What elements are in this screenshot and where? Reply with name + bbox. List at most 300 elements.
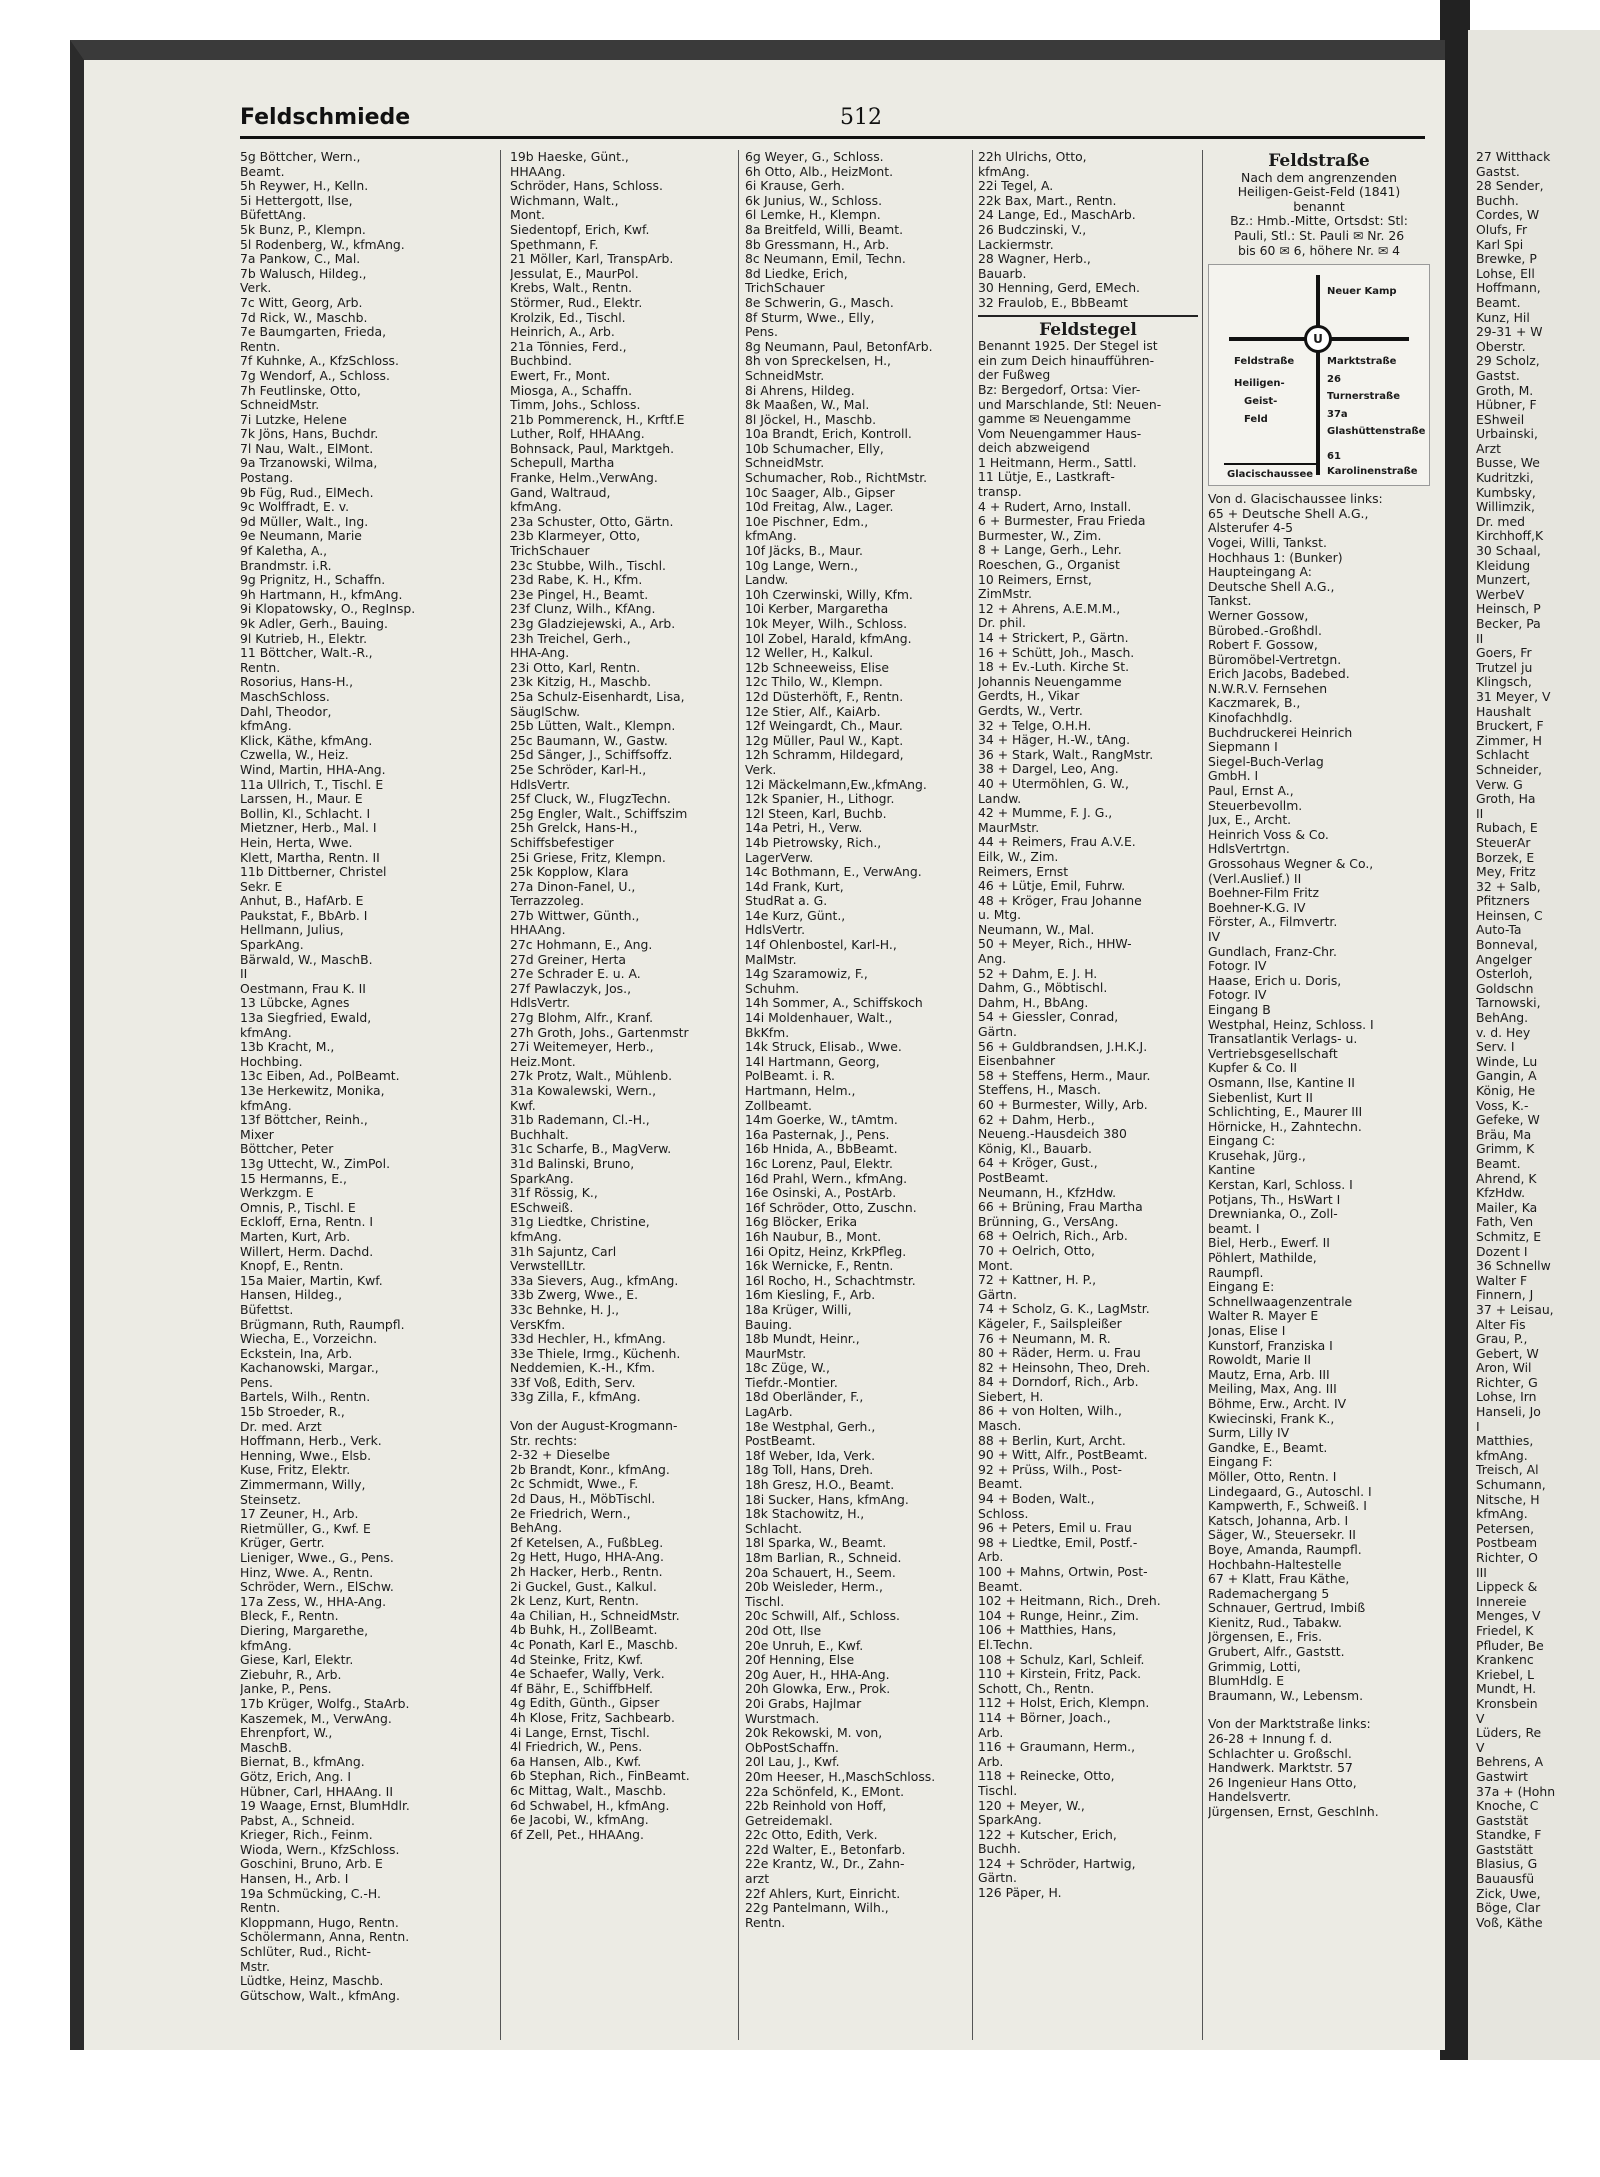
directory-entry: 9g Prignitz, H., Schaffn. <box>240 573 386 588</box>
directory-entry: 18l Sparka, W., Beamt. <box>745 1536 887 1551</box>
directory-entry: LagerVerw. <box>745 850 814 865</box>
directory-entry: 10a Brandt, Erich, Kontroll. <box>745 427 912 442</box>
column-3 <box>745 150 970 1930</box>
directory-entry: 2h Hacker, Herb., Rentn. <box>510 1565 663 1579</box>
directory-entry: 22b Reinhold von Hoff, <box>745 1799 887 1814</box>
directory-entry: Schlichting, E., Maurer III <box>1208 1105 1363 1120</box>
column-divider <box>738 150 739 2040</box>
directory-entry: Knoche, C <box>1476 1798 1539 1814</box>
directory-entry: Mont. <box>978 1258 1013 1273</box>
directory-entry: Schott, Ch., Rentn. <box>978 1681 1095 1696</box>
directory-entry: LagArb. <box>745 1405 793 1420</box>
directory-entry: 12c Thilo, W., Klempn. <box>745 675 883 690</box>
street-note: Pauli, Stl.: St. Pauli ✉ Nr. 26 <box>1233 228 1405 243</box>
directory-entry: Steinsetz. <box>240 1492 302 1507</box>
directory-entry: 4h Klose, Fritz, Sachbearb. <box>510 1710 675 1725</box>
directory-entry: Willimzik, <box>1476 499 1535 515</box>
directory-entry: kfmAng. <box>1476 1506 1528 1522</box>
directory-entry: 20b Weisleder, Herm., <box>745 1580 883 1595</box>
directory-entry: Schnellwaagenzentrale <box>1208 1294 1353 1309</box>
directory-entry: Buchhalt. <box>510 1127 569 1142</box>
street-note: Bz.: Hmb.-Mitte, Ortsdst: Stl: <box>1230 214 1408 229</box>
directory-entry: Henning, Wwe., Elsb. <box>240 1448 372 1463</box>
directory-entry: 17b Krüger, Wolfg., StaArb. <box>240 1696 410 1711</box>
directory-entry: Möller, Otto, Rentn. I <box>1208 1469 1337 1484</box>
directory-entry: 25e Schröder, Karl-H., <box>510 762 647 777</box>
directory-entry: Menges, V <box>1476 1608 1541 1624</box>
directory-entry: BehAng. <box>1476 1010 1529 1026</box>
directory-entry: 8b Gressmann, H., Arb. <box>745 237 890 252</box>
directory-entry: Groth, Ha <box>1476 791 1536 807</box>
directory-entry: Transatlantik Verlags- u. <box>1208 1032 1358 1047</box>
directory-entry: 16i Opitz, Heinz, KrkPfleg. <box>745 1244 907 1259</box>
directory-entry: Aron, Wil <box>1476 1360 1532 1376</box>
directory-entry: 2g Hett, Hugo, HHA-Ang. <box>510 1550 664 1565</box>
directory-entry: König, He <box>1476 1083 1536 1098</box>
directory-entry: Beamt. <box>1476 1155 1521 1171</box>
directory-entry: 12k Spanier, H., Lithogr. <box>745 792 895 807</box>
directory-entry: 106 + Matthies, Hans, <box>978 1623 1117 1638</box>
directory-entry: 12i Mäckelmann,Ew.,kfmAng. <box>745 777 927 792</box>
directory-entry: Schnauer, Gertrud, Imbiß <box>1208 1601 1366 1616</box>
directory-entry: Janke, P., Pens. <box>240 1682 332 1697</box>
column-5 <box>1208 150 1430 1820</box>
directory-entry: V <box>1476 1739 1485 1755</box>
directory-entry: Postbeam <box>1476 1535 1538 1551</box>
directory-entry: Krieger, Rich., Feinm. <box>240 1828 373 1843</box>
directory-entry: Auto-Ta <box>1476 922 1522 938</box>
directory-entry: 25f Cluck, W., FlugzTechn. <box>510 792 671 807</box>
directory-entry: Von der August-Krogmann- <box>510 1419 678 1434</box>
directory-entry: Diering, Margarethe, <box>240 1623 369 1638</box>
directory-entry: Richter, G <box>1476 1374 1538 1390</box>
directory-entry: 16a Pasternak, J., Pens. <box>745 1127 890 1142</box>
directory-entry: Brünning, G., VersAng. <box>978 1214 1119 1229</box>
directory-entry: 7e Baumgarten, Frieda, <box>240 325 387 340</box>
directory-entry: Hartmann, Helm., <box>745 1084 856 1098</box>
directory-entry: Schumann, <box>1476 1477 1546 1493</box>
directory-entry: Gastst. <box>1476 163 1520 179</box>
directory-entry: 23e Pingel, H., Beamt. <box>510 587 649 602</box>
directory-entry: Kampwerth, F., Schweiß. I <box>1208 1499 1367 1514</box>
directory-entry: Hellmann, Julius, <box>240 923 344 938</box>
directory-entry: Handelsvertr. <box>1208 1790 1291 1805</box>
directory-entry: 22f Ahlers, Kurt, Einricht. <box>745 1886 901 1901</box>
directory-entry: Eingang E: <box>1208 1280 1275 1295</box>
directory-entry: TrichSchauer <box>745 281 825 296</box>
directory-entry: Ewert, Fr., Mont. <box>510 368 611 383</box>
directory-entry: 13a Siegfried, Ewald, <box>240 1011 372 1026</box>
directory-entry: I <box>1476 1418 1480 1434</box>
directory-entry: 92 + Prüss, Wilh., Post- <box>978 1462 1122 1477</box>
directory-entry: 18f Weber, Ida, Verk. <box>745 1448 876 1463</box>
directory-entry: 7f Kuhnke, A., KfzSchloss. <box>240 354 399 369</box>
directory-entry: 16b Hnida, A., BbBeamt. <box>745 1142 898 1157</box>
directory-entry: 21 Möller, Karl, TranspArb. <box>510 252 674 267</box>
directory-entry: Grau, P., <box>1476 1331 1528 1347</box>
directory-entry: 20a Schauert, H., Seem. <box>745 1565 896 1580</box>
directory-entry: 22a Schönfeld, K., EMont. <box>745 1784 905 1799</box>
directory-entry: Lohse, Ell <box>1476 265 1535 281</box>
directory-entry: Spethmann, F. <box>510 237 599 252</box>
directory-entry: Buchdruckerei Heinrich <box>1208 725 1353 740</box>
map-label: Feldstraße <box>1234 356 1295 368</box>
directory-entry: Tischl. <box>745 1594 785 1609</box>
directory-entry: Sekr. E <box>240 879 283 894</box>
directory-entry: Bruckert, F <box>1476 718 1544 734</box>
directory-entry: Heinrich, A., Arb. <box>510 325 615 340</box>
map-label: Glacischaussee <box>1227 469 1314 481</box>
directory-entry: 32 + Salb, <box>1476 878 1541 894</box>
directory-entry: VersKfm. <box>510 1317 566 1332</box>
directory-entry: Boehner-K.G. IV <box>1208 900 1306 915</box>
directory-entry: 14e Kurz, Günt., <box>745 908 846 923</box>
directory-entry: 8c Neumann, Emil, Techn. <box>745 252 906 267</box>
directory-entry: Klingsch, <box>1476 674 1532 690</box>
street-note: der Fußweg <box>978 368 1051 383</box>
directory-entry: Kumbsky, <box>1476 484 1536 500</box>
directory-entry: 10b Schumacher, Elly, <box>745 441 884 456</box>
directory-entry: 14l Hartmann, Georg, <box>745 1054 880 1069</box>
street-note: deich abzweigend <box>978 441 1090 456</box>
directory-entry: 118 + Reinecke, Otto, <box>978 1769 1115 1784</box>
directory-entry: 2f Ketelsen, A., FußbLeg. <box>510 1535 664 1550</box>
directory-entry: Grimmig, Lotti, <box>1208 1659 1301 1674</box>
directory-entry: 13c Eiben, Ad., PolBeamt. <box>240 1069 400 1084</box>
directory-entry: Rentn. <box>745 1915 786 1930</box>
directory-entry: Biernat, B., kfmAng. <box>240 1755 365 1770</box>
directory-entry: Kachanowski, Margar., <box>240 1361 379 1376</box>
directory-entry: Schepull, Martha <box>510 456 615 471</box>
directory-entry: BüfettAng. <box>240 208 307 223</box>
directory-entry: 11 Böttcher, Walt.-R., <box>240 646 373 661</box>
directory-entry: Handwerk. Marktstr. 57 <box>1208 1761 1353 1776</box>
directory-entry: Vogei, Willi, Tankst. <box>1208 535 1327 550</box>
directory-entry: Tankst. <box>1208 594 1252 609</box>
directory-entry: Bleck, F., Rentn. <box>240 1609 339 1624</box>
street-note: benannt <box>1293 199 1345 214</box>
directory-entry: Jux, E., Archt. <box>1208 813 1292 828</box>
directory-entry: Munzert, <box>1476 572 1531 588</box>
directory-entry: Buchbind. <box>510 354 572 369</box>
directory-entry: 10e Pischner, Edm., <box>745 514 869 529</box>
directory-entry: 16g Blöcker, Erika <box>745 1215 858 1230</box>
directory-entry: 18 + Ev.-Luth. Kirche St. <box>978 660 1130 675</box>
directory-entry: 18g Toll, Hans, Dreh. <box>745 1463 874 1478</box>
directory-entry: 18k Stachowitz, H., <box>745 1507 865 1522</box>
directory-entry: Bauarb. <box>978 266 1027 281</box>
directory-entry: Beamt. <box>240 164 285 179</box>
directory-entry: (Verl.Auslief.) II <box>1208 871 1302 886</box>
directory-entry: Hanseli, Jo <box>1476 1404 1541 1420</box>
directory-entry: Rentn. <box>240 1901 281 1916</box>
directory-entry: Kinofachhdlg. <box>1208 711 1293 726</box>
directory-entry: Mundt, H. <box>1476 1681 1537 1697</box>
directory-entry: 7b Walusch, Hildeg., <box>240 266 367 281</box>
directory-entry: Ziebuhr, R., Arb. <box>240 1667 342 1682</box>
directory-entry: Mailer, Ka <box>1476 1199 1538 1215</box>
directory-entry: 31d Balinski, Bruno, <box>510 1156 635 1171</box>
directory-entry: 26 Ingenieur Hans Otto, <box>1208 1775 1357 1790</box>
directory-entry: 14g Szaramowiz, F., <box>745 967 868 982</box>
directory-entry: Potjans, Th., HsWart I <box>1208 1192 1341 1207</box>
directory-entry: 18c Züge, W., <box>745 1361 830 1376</box>
page-header <box>240 105 1430 135</box>
directory-entry: Kloppmann, Hugo, Rentn. <box>240 1915 399 1930</box>
directory-entry: Kantine <box>1208 1163 1256 1178</box>
directory-entry: Blasius, G <box>1476 1856 1538 1872</box>
directory-entry: 50 + Meyer, Rich., HHW- <box>978 937 1132 952</box>
directory-entry: Standke, F <box>1476 1827 1542 1843</box>
directory-entry: 2-32 + Dieselbe <box>510 1448 610 1463</box>
directory-entry: 25d Sänger, J., Schiffsoffz. <box>510 748 673 763</box>
directory-entry: 86 + von Holten, Wilh., <box>978 1404 1122 1419</box>
directory-entry: 18a Krüger, Willi, <box>745 1302 852 1317</box>
directory-entry: Steuerbevollm. <box>1208 798 1303 813</box>
directory-entry: 14c Bothmann, E., VerwAng. <box>745 865 922 880</box>
directory-entry: Wurstmach. <box>745 1711 820 1726</box>
directory-entry: 20k Rekowski, M. von, <box>745 1726 883 1741</box>
directory-entry: Gerdts, H., Vikar <box>978 689 1080 704</box>
map-label: Karolinenstraße <box>1327 466 1418 478</box>
directory-entry: Terrazzoleg. <box>510 894 585 909</box>
directory-entry: 13e Herkewitz, Monika, <box>240 1084 385 1098</box>
directory-entry: WerbeV <box>1476 586 1525 602</box>
directory-entry: 27c Hohmann, E., Ang. <box>510 938 653 953</box>
directory-entry: Johannis Neuengamme <box>978 674 1122 689</box>
directory-entry: Masch. <box>978 1419 1022 1434</box>
directory-entry: Oberstr. <box>1476 338 1526 354</box>
street-note: Vom Neuengammer Haus- <box>978 426 1142 441</box>
directory-entry: Wiecha, E., Vorzeichn. <box>240 1332 378 1347</box>
map-road <box>1316 275 1320 475</box>
directory-entry: Rentn. <box>240 660 281 675</box>
directory-entry: 2e Friedrich, Wern., <box>510 1506 631 1521</box>
street-note: 11 Lütje, E., Lastkraft- <box>978 470 1115 485</box>
directory-entry: Eckstein, Ina, Arb. <box>240 1346 353 1361</box>
column-1 <box>240 150 495 2003</box>
directory-entry: 33b Zwerg, Wwe., E. <box>510 1288 639 1303</box>
directory-entry: 7d Rick, W., Maschb. <box>240 310 368 325</box>
directory-entry: BkKfm. <box>745 1025 790 1040</box>
directory-entry: 4i Lange, Ernst, Tischl. <box>510 1725 650 1740</box>
directory-entry: 7k Jöns, Hans, Buchdr. <box>240 427 379 442</box>
directory-entry: 22d Walter, E., Betonfarb. <box>745 1842 906 1857</box>
directory-entry: III <box>1476 1564 1487 1580</box>
directory-entry: 9i Klopatowsky, O., RegInsp. <box>240 602 416 617</box>
directory-entry: Serv. I <box>1476 1039 1515 1055</box>
directory-entry: Marten, Kurt, Arb. <box>240 1229 351 1244</box>
directory-entry: Pens. <box>745 325 778 340</box>
directory-entry: Lieniger, Wwe., G., Pens. <box>240 1551 394 1565</box>
directory-entry: Haupteingang A: <box>1208 565 1312 580</box>
directory-entry: 18e Westphal, Gerh., <box>745 1419 876 1434</box>
directory-entry: PostBeamt. <box>745 1434 816 1449</box>
directory-entry: Gebert, W <box>1476 1345 1539 1361</box>
directory-entry: 5h Reywer, H., Kelln. <box>240 179 369 194</box>
directory-entry: Kerstan, Karl, Schloss. I <box>1208 1178 1353 1193</box>
directory-entry: 27d Greiner, Herta <box>510 952 626 967</box>
directory-entry: Hübner, Carl, HHAAng. II <box>240 1784 393 1799</box>
directory-entry: 34 + Häger, H.-W., tAng. <box>978 733 1131 748</box>
directory-entry: Bräu, Ma <box>1476 1126 1532 1142</box>
directory-entry: 20f Henning, Else <box>745 1653 855 1668</box>
directory-entry: 62 + Dahm, Herb., <box>978 1112 1095 1127</box>
directory-entry: 22c Otto, Edith, Verk. <box>745 1828 878 1843</box>
directory-entry: 16 + Schütt, Joh., Masch. <box>978 645 1135 660</box>
directory-entry: Pens. <box>240 1375 273 1390</box>
directory-entry: Larssen, H., Maur. E <box>240 792 363 807</box>
directory-entry: Eilk, W., Zim. <box>978 849 1059 864</box>
directory-entry: Krusehak, Jürg., <box>1208 1148 1306 1163</box>
directory-entry: Störmer, Rud., Elektr. <box>510 295 643 310</box>
directory-entry: Hochbing. <box>240 1054 303 1069</box>
directory-entry: Bürobed.-Großhdl. <box>1208 623 1322 638</box>
directory-entry: 17 Zeuner, H., Arb. <box>240 1507 359 1522</box>
directory-entry: 21b Pommerenck, H., Krftf.E <box>510 412 685 427</box>
directory-entry: Kunz, Hil <box>1476 309 1530 325</box>
directory-entry: 6i Krause, Gerh. <box>745 179 845 194</box>
directory-entry: 20l Lau, J., Kwf. <box>745 1755 840 1770</box>
directory-entry: 4g Edith, Günth., Gipser <box>510 1696 660 1711</box>
directory-entry: Böttcher, Peter <box>240 1142 334 1157</box>
directory-entry: 8a Breitfeld, Willi, Beamt. <box>745 222 904 237</box>
directory-entry: Wichmann, Walt., <box>510 193 619 208</box>
directory-entry: Cordes, W <box>1476 207 1540 223</box>
directory-entry: 19 Waage, Ernst, BlumHdlr. <box>240 1799 410 1814</box>
directory-entry: 7i Lutzke, Helene <box>240 412 347 427</box>
directory-entry: 72 + Kattner, H. P., <box>978 1273 1097 1288</box>
directory-entry: 9h Hartmann, H., kfmAng. <box>240 587 403 602</box>
directory-entry: 10k Meyer, Wilh., Schloss. <box>745 617 908 631</box>
directory-entry: 10l Zobel, Harald, kfmAng. <box>745 631 912 646</box>
directory-entry: 31a Kowalewski, Wern., <box>510 1084 657 1098</box>
directory-entry: Mont. <box>510 208 545 223</box>
directory-entry: 8f Sturm, Wwe., Elly, <box>745 310 875 325</box>
directory-entry: Kudritzki, <box>1476 470 1534 486</box>
directory-entry: 42 + Mumme, F. J. G., <box>978 806 1113 821</box>
directory-entry: StudRat a. G. <box>745 894 828 909</box>
directory-entry: 31f Rössig, K., <box>510 1186 598 1201</box>
directory-entry: Pfitzners <box>1476 893 1530 909</box>
directory-entry: Siedentopf, Erich, Kwf. <box>510 222 650 237</box>
directory-entry: 8e Schwerin, G., Masch. <box>745 295 894 310</box>
directory-entry: 6b Stephan, Rich., FinBeamt. <box>510 1769 690 1784</box>
directory-entry: 8d Liedke, Erich, <box>745 266 848 281</box>
directory-entry: 4f Bähr, E., SchiffbHelf. <box>510 1681 653 1696</box>
directory-entry: Rentn. <box>240 339 281 354</box>
directory-entry: 2d Daus, H., MöbTischl. <box>510 1492 656 1507</box>
directory-entry: Westphal, Heinz, Schloss. I <box>1208 1017 1374 1032</box>
directory-entry: 33c Behnke, H. J., <box>510 1302 620 1317</box>
map-label: Geist- <box>1244 396 1278 408</box>
directory-entry: Friedel, K <box>1476 1622 1534 1638</box>
directory-entry: 2b Brandt, Konr., kfmAng. <box>510 1462 670 1477</box>
directory-entry: 15b Stroeder, R., <box>240 1405 345 1420</box>
directory-entry: 25g Engler, Walt., Schiffszim <box>510 806 688 821</box>
street-note: 1 Heitmann, Herm., Sattl. <box>978 455 1137 470</box>
directory-entry: 14h Sommer, A., Schiffskoch <box>745 996 923 1011</box>
directory-entry: Rademachergang 5 <box>1208 1586 1330 1601</box>
directory-entry: SchneidMstr. <box>745 368 825 383</box>
directory-entry: kfmAng. <box>240 719 292 734</box>
directory-entry: 68 + Oelrich, Rich., Arb. <box>978 1229 1128 1244</box>
directory-entry: Bauausfü <box>1476 1871 1535 1887</box>
directory-entry: 44 + Reimers, Frau A.V.E. <box>978 835 1136 850</box>
directory-entry: Kunstorf, Franziska I <box>1208 1338 1333 1353</box>
directory-entry: Treisch, Al <box>1476 1462 1539 1478</box>
directory-entry: 27h Groth, Johs., Gartenmstr <box>510 1025 689 1040</box>
directory-entry: 27a Dinon-Fanel, U., <box>510 879 636 894</box>
directory-entry: 33g Zilla, F., kfmAng. <box>510 1390 641 1405</box>
directory-entry: 12f Weingardt, Ch., Maur. <box>745 719 903 734</box>
directory-entry: Postang. <box>240 471 294 486</box>
directory-entry: SäuglSchw. <box>510 704 581 719</box>
directory-entry: beamt. I <box>1208 1221 1260 1236</box>
directory-entry: 8k Maaßen, W., Mal. <box>745 398 870 413</box>
directory-entry: Robert F. Gossow, <box>1208 638 1318 653</box>
directory-entry: König, Kl., Bauarb. <box>978 1141 1092 1156</box>
directory-entry: 2k Lenz, Kurt, Rentn. <box>510 1594 639 1609</box>
directory-entry: Mstr. <box>240 1959 270 1974</box>
directory-entry: 33a Sievers, Aug., kfmAng. <box>510 1273 679 1288</box>
directory-entry: Braumann, W., Lebensm. <box>1208 1688 1364 1703</box>
directory-entry: Eingang F: <box>1208 1455 1273 1470</box>
directory-entry: Karl Spi <box>1476 236 1524 252</box>
directory-entry: Kaszemek, M., VerwAng. <box>240 1711 392 1726</box>
directory-entry: 18i Sucker, Hans, kfmAng. <box>745 1492 909 1507</box>
directory-entry: Reimers, Ernst <box>978 864 1069 879</box>
directory-entry <box>1208 1703 1430 1717</box>
directory-entry: Kwf. <box>510 1098 536 1113</box>
directory-entry: 9c Wolffradt, E. v. <box>240 500 350 515</box>
directory-entry: Giese, Karl, Elektr. <box>240 1653 354 1668</box>
directory-entry: 70 + Oelrich, Otto, <box>978 1243 1095 1258</box>
directory-entry: Werner Gossow, <box>1208 608 1309 623</box>
directory-entry: 31h Sajuntz, Carl <box>510 1244 617 1259</box>
directory-entry: 12d Düsterhöft, F., Rentn. <box>745 689 904 704</box>
directory-entry: Dr. phil. <box>978 616 1026 631</box>
directory-entry: Lohse, Irn <box>1476 1389 1537 1405</box>
directory-entry: 4 + Rudert, Arno, Install. <box>978 499 1132 514</box>
directory-entry: 6 + Burmester, Frau Frieda <box>978 514 1146 529</box>
directory-entry: 88 + Berlin, Kurt, Archt. <box>978 1433 1126 1448</box>
directory-entry: Boye, Amanda, Raumpfl. <box>1208 1542 1362 1557</box>
directory-entry: Schröder, Hans, Schloss. <box>510 179 663 194</box>
directory-entry: Gaststätt <box>1476 1841 1534 1857</box>
directory-entry: Alsterufer 4-5 <box>1208 521 1294 536</box>
directory-entry: 11b Dittberner, Christel <box>240 865 387 880</box>
directory-entry: 8i Ahrens, Hildeg. <box>745 383 855 398</box>
directory-entry: Walter R. Mayer E <box>1208 1309 1319 1324</box>
directory-entry: 12e Stier, Alf., KaiArb. <box>745 704 881 719</box>
directory-entry: 27g Blohm, Alfr., Kranf. <box>510 1011 654 1026</box>
directory-entry: 2i Guckel, Gust., Kalkul. <box>510 1579 657 1594</box>
directory-entry <box>510 1405 735 1419</box>
directory-entry: Von d. Glacischaussee links: <box>1208 492 1383 507</box>
directory-entry: kfmAng. <box>240 1638 292 1653</box>
directory-entry: 27e Schrader E. u. A. <box>510 967 641 982</box>
directory-entry: MaschB. <box>240 1740 292 1755</box>
directory-entry: 6g Weyer, G., Schloss. <box>745 150 884 164</box>
directory-entry: 6k Junius, W., Schloss. <box>745 193 883 208</box>
directory-entry: 6d Schwabel, H., kfmAng. <box>510 1798 670 1813</box>
directory-entry: Landw. <box>745 573 789 588</box>
directory-entry: Heinrich Voss & Co. <box>1208 827 1329 842</box>
directory-entry: Kronsbein <box>1476 1695 1538 1711</box>
directory-entry: Krankenc <box>1476 1652 1534 1668</box>
directory-entry: kfmAng. <box>1476 1447 1528 1463</box>
